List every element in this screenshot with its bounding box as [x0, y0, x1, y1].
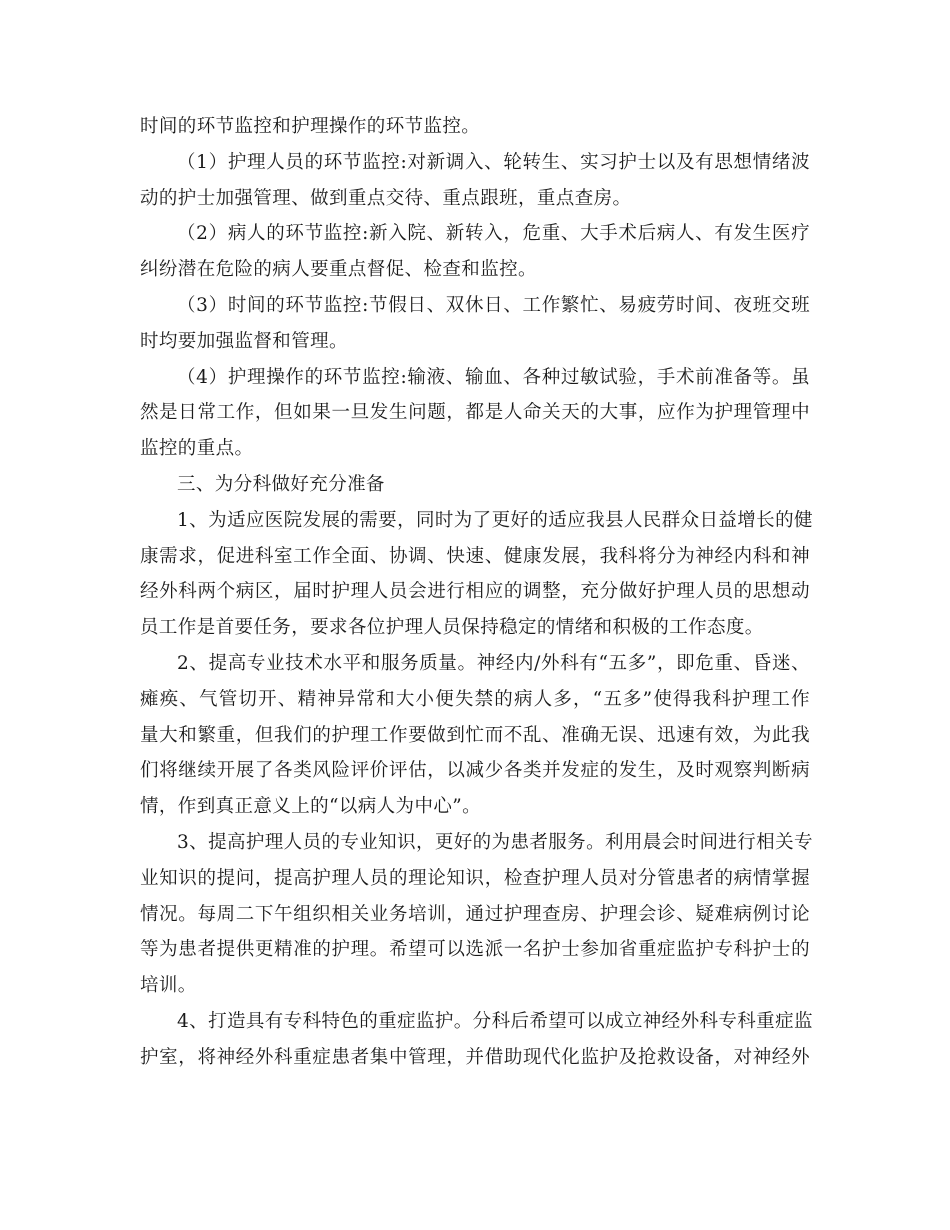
- section-heading: 三、为分科做好充分准备: [177, 473, 385, 495]
- text-line: 业知识的提问，提高护理人员的理论知识，检查护理人员对分管患者的病情掌握: [140, 867, 810, 889]
- text-line: 康需求，促进科室工作全面、协调、快速、健康发展，我科将分为神经内科和神: [140, 545, 810, 567]
- text-line: 瘫痪、气管切开、精神异常和大小便失禁的病人多，“五多”使得我科护理工作: [140, 688, 810, 710]
- paragraph-line: （3）时间的环节监控:节假日、双休日、工作繁忙、易疲劳时间、夜班交班: [177, 294, 810, 316]
- text-line: 然是日常工作，但如果一旦发生问题，都是人命关天的大事，应作为护理管理中: [140, 402, 810, 424]
- paragraph-line: 4、打造具有专科特色的重症监护。分科后希望可以成立神经外科专科重症监: [177, 1010, 813, 1032]
- text-line: 动的护士加强管理、做到重点交待、重点跟班，重点查房。: [140, 187, 632, 209]
- text-line: 经外科两个病区，届时护理人员会进行相应的调整，充分做好护理人员的思想动: [140, 581, 810, 603]
- paragraph-line: （2）病人的环节监控:新入院、新转入，危重、大手术后病人、有发生医疗: [177, 223, 810, 245]
- text-line: 纠纷潜在危险的病人要重点督促、检查和监控。: [140, 259, 537, 281]
- text-line: 们将继续开展了各类风险评价评估，以减少各类并发症的发生，及时观察判断病: [140, 760, 810, 782]
- document-body: [140, 109, 813, 1076]
- text-line: 量大和繁重，但我们的护理工作要做到忙而不乱、准确无误、迅速有效，为此我: [140, 724, 810, 746]
- text-line: 护室，将神经外科重症患者集中管理，并借助现代化监护及抢救设备，对神经外: [140, 1046, 810, 1068]
- paragraph-line: 1、为适应医院发展的需要，同时为了更好的适应我县人民群众日益增长的健: [177, 509, 813, 531]
- paragraph-line: （4）护理操作的环节监控:输液、输血、各种过敏试验，手术前准备等。虽: [177, 366, 810, 388]
- text-line: 时均要加强监督和管理。: [140, 330, 348, 352]
- text-line: 培训。: [140, 975, 197, 997]
- text-line: 等为患者提供更精准的护理。希望可以选派一名护士参加省重症监护专科护士的: [140, 939, 810, 961]
- text-line: 情，作到真正意义上的“以病人为中心”。: [140, 796, 482, 818]
- text-line: 员工作是首要任务，要求各位护理人员保持稳定的情绪和积极的工作态度。: [140, 617, 764, 639]
- text-line: 情况。每周二下午组织相关业务培训，通过护理查房、护理会诊、疑难病例讨论: [140, 903, 810, 925]
- text-line: 时间的环节监控和护理操作的环节监控。: [140, 116, 481, 137]
- paragraph-line: （1）护理人员的环节监控:对新调入、轮转生、实习护士以及有思想情绪波: [177, 151, 810, 173]
- paragraph-line: 2、提高专业技术水平和服务质量。神经内/外科有“五多”，即危重、昏迷、: [177, 652, 810, 674]
- paragraph-line: 3、提高护理人员的专业知识，更好的为患者服务。利用晨会时间进行相关专: [177, 831, 813, 853]
- text-line: 监控的重点。: [140, 438, 254, 460]
